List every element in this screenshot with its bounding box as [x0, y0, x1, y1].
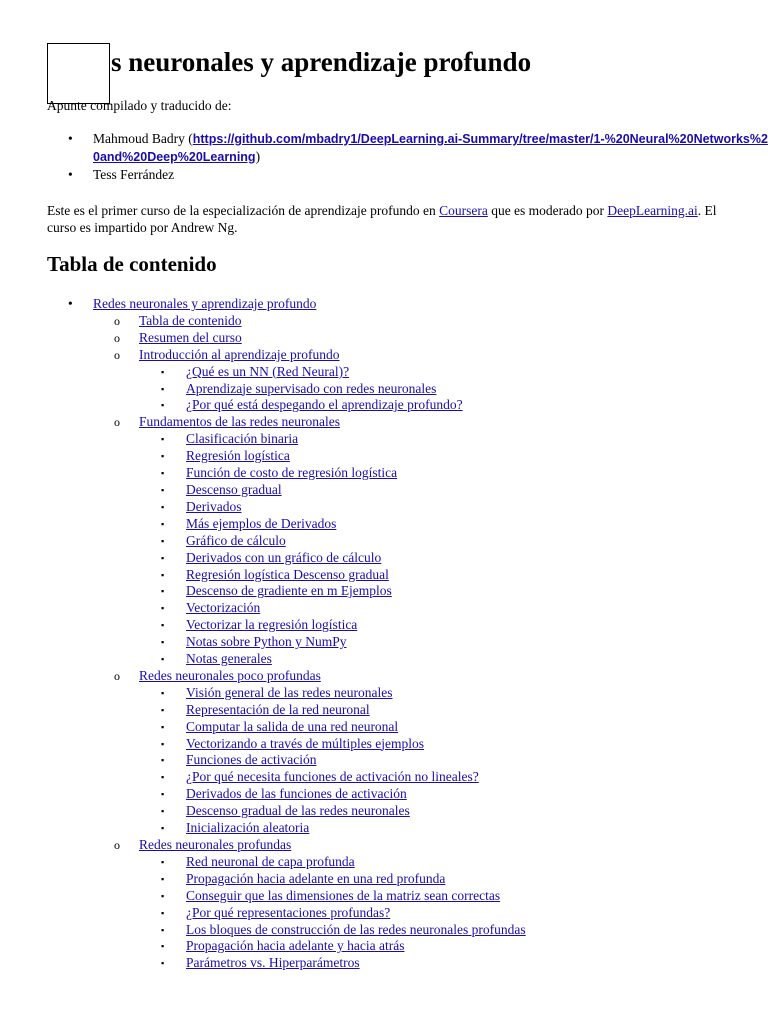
bullet-icon: ▪ — [161, 501, 165, 512]
toc-item — [47, 905, 526, 922]
toc-item — [47, 820, 526, 837]
toc-item — [47, 567, 526, 584]
bullet-icon: ▪ — [161, 620, 165, 631]
bullet-icon: ▪ — [161, 603, 165, 614]
toc-item — [47, 769, 526, 786]
toc-link[interactable]: Función de costo de regresión logística — [186, 465, 398, 481]
toc-item — [47, 888, 526, 905]
toc-link[interactable]: Redes neuronales y aprendizaje profundo — [93, 296, 317, 311]
toc-item — [47, 617, 526, 634]
toc-item — [47, 837, 526, 854]
toc-item — [47, 330, 526, 347]
toc-link[interactable]: Redes neuronales poco profundas — [139, 667, 321, 683]
bullet-icon: ▪ — [161, 924, 165, 935]
toc-link[interactable]: Resumen del curso — [139, 329, 242, 345]
toc-item — [47, 533, 526, 550]
intro-text: . El curso es impartido por Andrew Ng. — [47, 203, 717, 235]
toc-item — [47, 854, 526, 871]
toc-item — [47, 482, 526, 499]
author-paren: ) — [255, 149, 261, 164]
bullet-icon: ▪ — [161, 704, 165, 715]
toc-link[interactable]: Tabla de contenido — [139, 312, 242, 328]
table-of-contents — [47, 296, 526, 972]
bullet-icon: ▪ — [161, 518, 165, 529]
toc-link[interactable]: Redes neuronales profundas — [139, 837, 292, 852]
toc-link[interactable]: Descenso de gradiente en m Ejemplos — [186, 583, 392, 599]
toc-link[interactable]: Los bloques de construcción de las redes neuronales profundas — [186, 921, 526, 937]
toc-item — [47, 381, 526, 398]
toc-link[interactable]: Vectorizar la regresión logística — [186, 617, 358, 633]
bullet-icon: ▪ — [161, 434, 165, 445]
toc-item — [47, 550, 526, 567]
intro-text: Este es el primer curso de la especialización de aprendizaje profundo en — [47, 203, 440, 218]
toc-link[interactable]: Aprendizaje supervisado con redes neuronales — [186, 380, 437, 396]
toc-item — [47, 347, 526, 364]
toc-item — [47, 752, 526, 769]
bullet-icon: ▪ — [161, 721, 165, 732]
toc-link[interactable]: Regresión logística — [186, 448, 290, 464]
toc-item — [47, 364, 526, 381]
bullet-icon: o — [114, 838, 120, 852]
toc-item — [47, 431, 526, 448]
toc-link[interactable]: Vectorizando a través de múltiples ejemplos — [186, 735, 425, 751]
toc-link[interactable]: Propagación hacia adelante en una red profunda — [186, 870, 446, 886]
toc-item — [47, 702, 526, 719]
toc-link[interactable]: Vectorización — [186, 600, 261, 616]
bullet-icon: ▪ — [161, 400, 165, 411]
toc-link[interactable]: Derivados — [186, 498, 242, 514]
toc-link[interactable]: ¿Qué es un NN (Red Neural)? — [186, 363, 350, 379]
toc-link[interactable]: Red neuronal de capa profunda — [186, 853, 355, 869]
bullet-icon: ▪ — [161, 755, 165, 766]
bullet-icon: o — [114, 415, 120, 430]
bullet-icon: o — [114, 347, 120, 362]
toc-link[interactable]: Notas sobre Python y NumPy — [186, 634, 347, 650]
toc-link[interactable]: Introducción al aprendizaje profundo — [139, 346, 340, 362]
author-list — [47, 130, 768, 183]
toc-link[interactable]: Representación de la red neuronal — [186, 701, 370, 717]
author-name: Mahmoud Badry ( — [93, 131, 193, 146]
toc-link[interactable]: Más ejemplos de Derivados — [186, 515, 337, 531]
toc-item — [47, 600, 526, 617]
toc-item — [47, 668, 526, 685]
toc-link[interactable]: Parámetros vs. Hiperparámetros — [186, 955, 360, 971]
bullet-icon: ▪ — [161, 873, 165, 884]
bullet-icon: ▪ — [161, 637, 165, 648]
toc-link[interactable]: Funciones de activación — [186, 752, 317, 768]
toc-link[interactable]: Derivados de las funciones de activación — [186, 786, 407, 802]
toc-item — [47, 313, 526, 330]
toc-link[interactable]: Computar la salida de una red neuronal — [186, 718, 399, 734]
toc-item — [47, 448, 526, 465]
bullet-icon: ▪ — [161, 468, 165, 479]
deeplearning-link[interactable]: DeepLearning.ai — [607, 203, 698, 218]
bullet-icon: ▪ — [161, 569, 165, 580]
toc-item — [47, 922, 526, 939]
bullet-icon: ▪ — [161, 823, 165, 834]
bullet-icon: ▪ — [161, 890, 165, 901]
bullet-icon: ▪ — [161, 907, 165, 918]
toc-item — [47, 719, 526, 736]
toc-item — [47, 516, 526, 533]
toc-link[interactable]: Regresión logística Descenso gradual — [186, 566, 389, 582]
toc-item — [47, 634, 526, 651]
bullet-icon: ▪ — [161, 552, 165, 563]
bullet-icon: ▪ — [161, 738, 165, 749]
toc-item — [47, 871, 526, 888]
bullet-icon: • — [68, 131, 73, 146]
bullet-icon: ▪ — [161, 687, 165, 698]
bullet-icon: ▪ — [161, 856, 165, 867]
bullet-icon: • — [68, 167, 73, 182]
toc-link[interactable]: ¿Por qué representaciones profundas? — [186, 904, 391, 920]
bullet-icon: o — [114, 313, 120, 328]
toc-link[interactable]: Fundamentos de las redes neuronales — [139, 414, 340, 430]
author-item-ferrandez — [47, 166, 768, 183]
bullet-icon: ▪ — [161, 958, 165, 969]
github-link[interactable]: https://github.com/mbadry1/DeepLearning.ai-Summary/tree/master/1-%20Neural%20Networks%20and%20Deep%20Learning — [93, 132, 768, 164]
bullet-icon: ▪ — [161, 535, 165, 546]
toc-item — [47, 938, 526, 955]
toc-item — [47, 583, 526, 600]
toc-link[interactable]: Descenso gradual de las redes neuronales — [186, 803, 410, 819]
toc-heading: Tabla de contenido — [47, 252, 217, 276]
intro-text: que es moderado por — [487, 203, 608, 218]
toc-link[interactable]: Conseguir que las dimensiones de la matriz sean correctas — [186, 887, 501, 903]
toc-link[interactable]: Derivados con un gráfico de cálculo — [186, 549, 382, 565]
toc-item — [47, 736, 526, 753]
intro-paragraph — [47, 202, 727, 236]
toc-link[interactable]: Notas generales — [186, 651, 272, 667]
toc-link[interactable]: Inicialización aleatoria — [186, 820, 310, 836]
bullet-icon: ▪ — [161, 654, 165, 665]
toc-item — [47, 803, 526, 820]
toc-link[interactable]: ¿Por qué está despegando el aprendizaje profundo? — [186, 397, 463, 413]
bullet-icon: ▪ — [161, 484, 165, 495]
bullet-icon: o — [114, 330, 120, 345]
toc-link[interactable]: Visión general de las redes neuronales — [186, 684, 393, 700]
toc-link[interactable]: Gráfico de cálculo — [186, 532, 286, 548]
toc-link[interactable]: Clasificación binaria — [186, 431, 299, 447]
toc-item — [47, 296, 526, 313]
toc-item — [47, 786, 526, 803]
toc-item — [47, 465, 526, 482]
bullet-icon: ▪ — [161, 366, 165, 377]
coursera-link[interactable]: Coursera — [439, 203, 488, 218]
author-name: Tess Ferrández — [93, 167, 175, 182]
bullet-icon: ▪ — [161, 451, 165, 462]
toc-link[interactable]: Descenso gradual — [186, 481, 282, 497]
toc-item — [47, 414, 526, 431]
bullet-icon: ▪ — [161, 772, 165, 783]
bullet-icon: o — [114, 668, 120, 683]
toc-item — [47, 685, 526, 702]
page-title: s neuronales y aprendizaje profundo — [111, 47, 532, 77]
bullet-icon: • — [68, 296, 73, 311]
blank-image-placeholder — [47, 43, 110, 104]
bullet-icon: ▪ — [161, 586, 165, 597]
toc-item — [47, 397, 526, 414]
toc-link[interactable]: ¿Por qué necesita funciones de activación no lineales? — [186, 769, 479, 785]
toc-link[interactable]: Propagación hacia adelante y hacia atrás — [186, 938, 405, 954]
toc-item — [47, 651, 526, 668]
author-item-badry — [47, 130, 768, 166]
toc-item — [47, 955, 526, 972]
bullet-icon: ▪ — [161, 383, 165, 394]
bullet-icon: ▪ — [161, 941, 165, 952]
bullet-icon: ▪ — [161, 806, 165, 817]
bullet-icon: ▪ — [161, 789, 165, 800]
compiled-label: Apunte compilado y traducido de: — [47, 98, 232, 113]
toc-item — [47, 499, 526, 516]
